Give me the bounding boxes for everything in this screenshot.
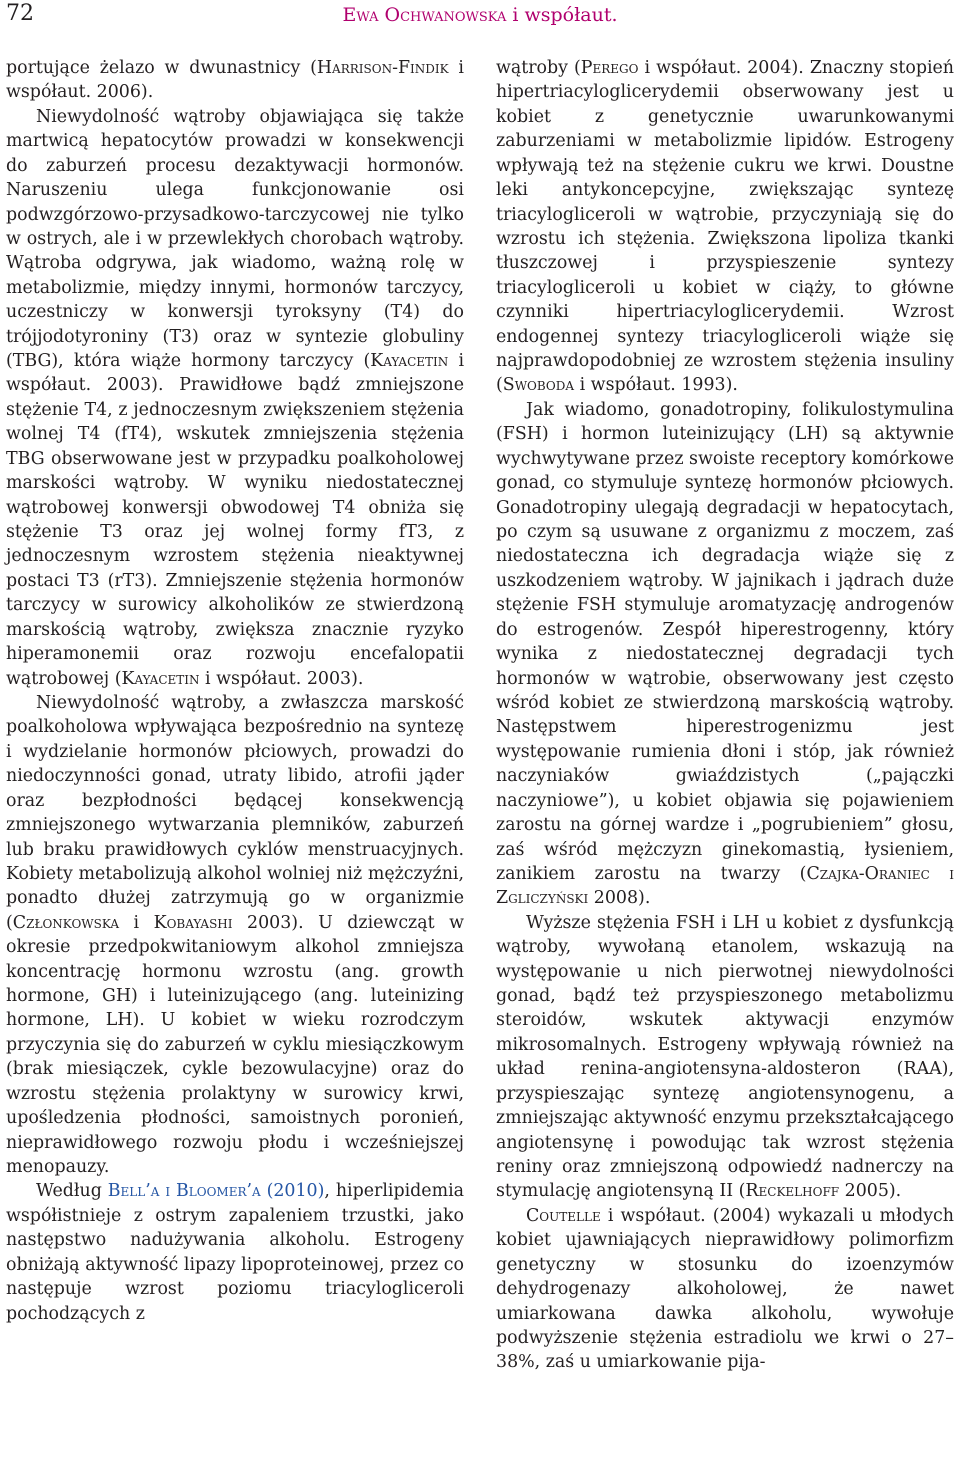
text-run: Jak wiadomo, gonadotropiny, folikulostymulina (FSH) i hormon luteinizujący (LH) są aktywnie wychwytywane przez swoiste receptory komórkowe gonad, co stymuluje syntezę hormonów płciowych. Gonadotropiny ulegają degradacji w hepatocytach, po czym są usuwane z organizmu z moczem, zaś niedostateczna ich degradacja wiąże się z uszkodzeniem wątroby. W jajnikach i jądrach duże stężenie FSH stymuluje aromatyzację androgenów do estrogenów. Zespół hiperestrogenny, który wynika z niedostatecznej degradacji tych hormonów w wątrobie, obserwowany jest często wśród kobiet ze stwierdzoną marskością wątroby. Następstwem hiperestrogenizmu jest występowanie rumienia dłoni i stóp, jak również naczyniaków gwiaździstych („pajączki naczyniowe”), u kobiet objawia się pojawieniem zarostu na górnej wardze i „pogrubieniem” głosu, zaś wśród mężczyzn ginekomastią, łysieniem, zanikiem zarostu na twarzy ( (496, 399, 954, 884)
running-head-suffix: i współaut. (506, 4, 618, 26)
paragraph (496, 911, 954, 1204)
page-header (0, 0, 960, 40)
citation-author: Członkowska (12, 912, 119, 933)
text-run: i współaut. 1993). (574, 375, 738, 396)
paragraph (6, 105, 464, 691)
running-head-author: Ewa Ochwanowska (342, 4, 507, 26)
text-run: portujące żelazo w dwunastnicy ( (6, 58, 317, 78)
text-run: i współaut. 2003). (199, 668, 364, 689)
paragraph (6, 1179, 464, 1326)
paragraph (496, 398, 954, 911)
text-run: i współaut. 2004). Znaczny stopień hipertriacyloglicerydemii obserwowany jest u kobiet z genetycznie uwarunkowanymi zaburzeniami w metabolizmie lipidów. Estrogeny wpływają też na stężenie cukru we krwi. Doustne leki antykoncepcyjne, zwiększając syntezę triacylogliceroli w wątrobie, przyczyniają się do wzrostu ich stężenia. Zwiększona lipoliza tkanki tłuszczowej i przyspieszenie syntezy triacylogliceroli u kobiet w ciąży, to główne czynniki hipertriacyloglicerydemii. Wzrost endogennej syntezy triacylogliceroli wiąże się najprawdopodobniej ze wzrostem stężenia insuliny ( (496, 58, 955, 396)
citation-author: Swoboda (502, 375, 575, 396)
citation-author: Kayacetin (370, 351, 449, 372)
text-run: Wyższe stężenia FSH i LH u kobiet z dysfunkcją wątroby, wywołaną etanolem, wskazują na występowanie u nich pierwotnej niewydolności gonad, bądź też przyspieszonego metabolizmu steroidów, wskutek aktywacji enzymów mikrosomalnych. Estrogeny wpływają również na układ renina-angiotensyna-aldosteron (RAA), przyspieszając syntezę angiotensynogenu, a zmniejszając aktywność enzymu przekształcającego angiotensynę i powodując tak wzrost stężenia reniny oraz zmniejszoną odpowiedź nadnerczy na stymulację angiotensyną II ( (496, 912, 954, 1202)
citation-author: Czajka-Oraniec i Zgliczyński (496, 863, 954, 909)
left-column (6, 56, 464, 1326)
page-number: 72 (6, 1, 34, 26)
citation-author: Reckelhoff (745, 1181, 840, 1202)
text-run: i (119, 912, 154, 933)
text-run: Niewydolność wątroby objawiająca się także martwicą hepatocytów prowadzi w konsekwencji do zaburzeń procesu dezaktywacji hormonów. Naruszeniu ulega funkcjonowanie osi podwzgórzowo-przysadkowo-tarczycowej nie tylko w ostrych, ale i w przewlekłych chorobach wątroby. Wątroba odgrywa, jak wiadomo, ważną rolę w metabolizmie, między innymi, hormonów tarczycy, uczestniczy w konwersji tyroksyny (T4) do trójjodotyroniny (T3) oraz w syntezie globuliny (TBG), która wiąże hormony tarczycy ( (6, 106, 464, 372)
paragraph (496, 1204, 954, 1375)
text-run: , hiperlipidemia współistnieje z ostrym zapaleniem trzustki, jako następstwo nadużywania alkoholu. Estrogeny obniżają aktywność lipazy lipoproteinowej, przez co następuje wzrost poziomu triacylogliceroli pochodzących z (6, 1181, 464, 1324)
citation-author: Harrison-Findik (316, 58, 449, 78)
paragraph (496, 56, 954, 398)
text-run: i współaut. (2004) wykazali u młodych kobiet ujawniających nieprawidłowy polimorfizm genetyczny w stosunku do izoenzymów dehydrogenazy alkoholowej, że nawet umiarkowana dawka alkoholu, wywołuje podwyższenie stężenia estradiolu we krwi o 27–38%, zaś u umiarkowanie pija- (496, 1205, 954, 1373)
text-run: i współaut. 2003). Prawidłowe bądź zmniejszone stężenie T4, z jednoczesnym zwiększeniem stężenia wolnej T4 (fT4), wskutek zmniejszenia stężenia TBG obserwowane jest w przypadku poalkoholowej marskości wątroby. W wyniku niedostatecznej wątrobowej konwersji obwodowej T4 obniża się stężenie T3 oraz jej wolnej formy fT3, z jednoczesnym wzrostem stężenia nieaktywnej postaci T3 (rT3). Zmniejszenie stężenia hormonów tarczycy w surowicy alkoholików ze stwierdzoną marskością wątroby, zwiększa znacznie ryzyko hiperamonemii oraz rozwoju encefalopatii wątrobowej ( (6, 351, 465, 689)
running-head (0, 2, 960, 28)
citation-author: Coutelle (526, 1205, 601, 1226)
text-run: wątroby ( (496, 58, 581, 78)
text-run: Według (36, 1181, 108, 1202)
citation-author: Kayacetin (121, 668, 200, 689)
text-run: 2005). (839, 1181, 902, 1202)
paragraph (6, 56, 464, 105)
citation-author: Perego (580, 58, 639, 78)
text-run: 2003). U dziewcząt w okresie przedpokwitaniowym alkohol zmniejsza koncentrację hormonu wzrostu (ang. growth hormone, GH) i luteinizującego (ang. luteinizing hormone, LH). U kobiet w wieku rozrodczym przyczynia się do zaburzeń w cyklu miesiączkowym (brak miesiączek, cykle bezowulacyjne) oraz do wzrostu stężenia prolaktyny w surowicy krwi, upośledzenia płodności, samoistnych poronień, nieprawidłowego rozwoju płodu i wcześniejszej menopauzy. (6, 912, 464, 1177)
text-run: Niewydolność wątroby, a zwłaszcza marskość poalkoholowa wpływająca bezpośrednio na syntezę i wydzielanie hormonów płciowych, prowadzi do niedoczynności gonad, utraty libido, atrofii jąder oraz bezpłodności będącej konsekwencją zmniejszonego wytwarzania plemników, zaburzeń lub braku prawidłowych cyklów menstruacyjnych. Kobiety metabolizują alkohol wolniej niż mężczyźni, ponadto dłużej zatrzymują go w organizmie ( (6, 692, 464, 933)
text-run: i współaut. 2006). (6, 58, 464, 103)
citation-author: Kobayashi (153, 912, 233, 933)
citation-link[interactable]: Bell’a i Bloomer’a (2010) (107, 1181, 325, 1202)
text-run: 2008). (588, 888, 651, 909)
paragraph (6, 691, 464, 1179)
right-column (496, 56, 954, 1375)
